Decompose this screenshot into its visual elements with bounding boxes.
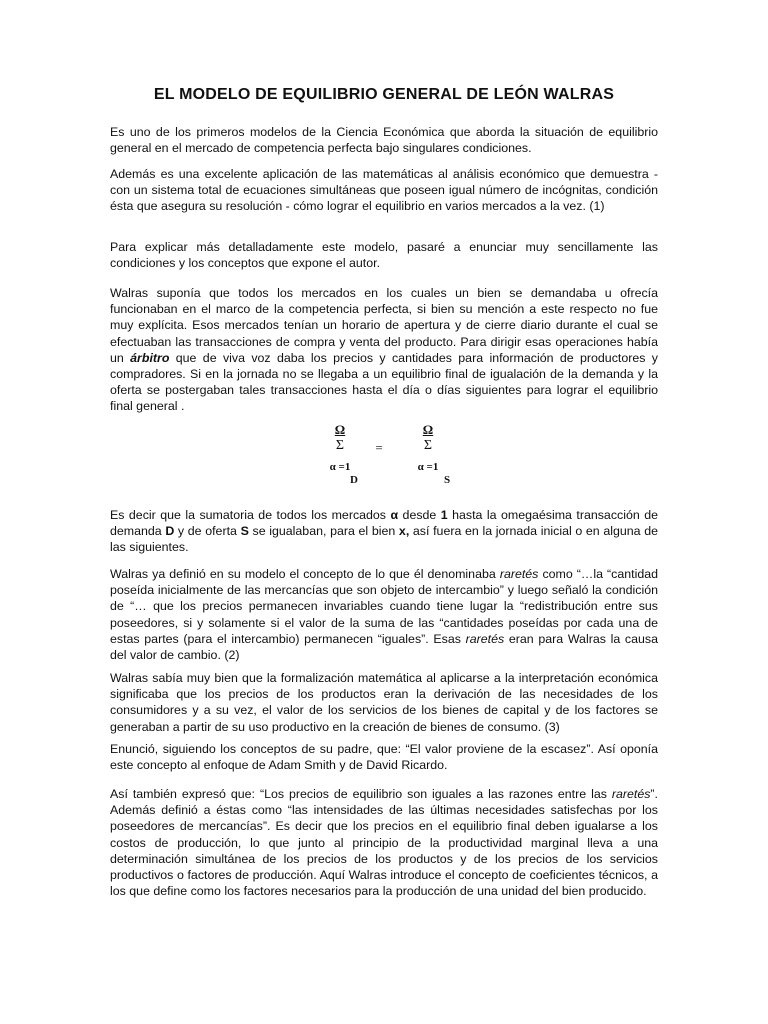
paragraph-6-text-c: como “…la “cantidad poseída inicialmente de las mercancías que son objeto de intercambio” y luego señaló la condición de “… que los precios permanecen invariables cuando tiene lugar la “redistribución entre sus poseedores, si y solamente si el valor de la suma de las “cantidades poseídas por cada una de estas partes (para el intercambio) permanecen “iguales”. Esas xyxy=(110,567,658,646)
demand-d-bold: D xyxy=(165,524,175,539)
sigma-right: Σ xyxy=(423,438,433,453)
paragraph-6-text-a: Walras ya definió en su modelo el concepto de lo que él denominaba xyxy=(110,567,500,581)
paragraph-5-text-k: así fuera en la jornada inicial o en alguna de las siguientes. xyxy=(110,524,659,555)
paragraph-5-text-c: desde xyxy=(398,508,441,522)
arbitro-term: árbitro xyxy=(130,350,170,365)
paragraph-4-text-a: Walras suponía que todos los mercados en los cuales un bien se demandaba u ofrecía funcionaban en el marco de la competencia perfecta, si bien su mención a este respecto no fue muy explícita. Esos mercados tenían un horario de apertura y de cierre diario durante el cual se efectuaban las transacciones de compra y venta del producto. Para dirigir esas operaciones había un xyxy=(110,286,658,365)
supply-s-bold: S xyxy=(240,524,249,539)
paragraph-5-text-i: se igualaban, para el bien xyxy=(248,524,399,539)
paragraph-5-text-a: Es decir que la sumatoria de todos los mercados xyxy=(110,508,391,522)
paragraph-5 xyxy=(110,507,658,556)
page-title: EL MODELO DE EQUILIBRIO GENERAL DE LEÓN WALRAS xyxy=(153,86,615,103)
one-bold: 1 xyxy=(440,508,448,522)
lower-limit-left: α =1 xyxy=(329,461,351,473)
paragraph-5-text-e: hasta la omegaésima transacción de demanda xyxy=(110,508,658,539)
raretes-term-3: raretés xyxy=(611,787,651,801)
paragraph-6-text-e: eran para Walras la causa del valor de cambio. (2) xyxy=(110,631,658,663)
paragraph-1: Es uno de los primeros modelos de la Ciencia Económica que aborda la situación de equilibrio general en el mercado de competencia perfecta bajo singulares condiciones. xyxy=(110,125,658,156)
raretes-term: raretés xyxy=(499,567,539,581)
raretes-term-2: raretés xyxy=(465,631,505,646)
sigma-left: Σ xyxy=(335,438,345,453)
equals-sign: = xyxy=(375,440,383,455)
paragraph-8: Enunció, siguiendo los conceptos de su padre, que: “El valor proviene de la escasez”. Así oponía este concepto al enfoque de Adam Smith y de David Ricardo. xyxy=(110,742,658,773)
paragraph-9 xyxy=(110,786,658,899)
omega-upper-limit-right: Ω xyxy=(422,422,434,437)
good-x-bold: x, xyxy=(398,524,410,539)
demand-subscript: D xyxy=(350,474,358,486)
lower-limit-right: α =1 xyxy=(417,461,439,473)
paragraph-4 xyxy=(110,285,658,415)
paragraph-9-text-a: Así también expresó que: “Los precios de equilibrio son iguales a las razones entre las xyxy=(110,787,612,801)
paragraph-2: Además es una excelente aplicación de las matemáticas al análisis económico que demuestra - con un sistema total de ecuaciones simultáneas que poseen igual número de incógnitas, condición ésta que asegura su resolución - cómo lograr el equilibrio en varios mercados a la vez. (1) xyxy=(110,167,658,214)
paragraph-3: Para explicar más detalladamente este modelo, pasaré a enunciar muy sencillamente las condiciones y los conceptos que expone el autor. xyxy=(110,240,658,271)
paragraph-4-text-c: que de viva voz daba los precios y cantidades para información de productores y compradores. Si en la jornada no se llegaba a un equilibrio final de igualación de la demanda y la oferta se postergaban tales transacciones hasta el día o días siguientes para lograr el equilibrio final general . xyxy=(110,350,658,414)
alpha-symbol: α xyxy=(390,508,399,522)
paragraph-6 xyxy=(110,566,658,663)
paragraph-5-text-g: y de oferta xyxy=(174,524,241,539)
omega-upper-limit-left: Ω xyxy=(334,422,346,437)
paragraph-7: Walras sabía muy bien que la formalización matemática al aplicarse a la interpretación económica significaba que los precios de los productos eran la derivación de las necesidades de los consumidores y a su vez, el valor de los servicios de los bienes de capital y de los factores se generaban a partir de su uso productivo en la creación de bienes de consumo. (3) xyxy=(110,671,658,734)
paragraph-9-text-c: ”. Además definió a éstas como “las intensidades de las últimas necesidades satisfechas por los poseedores de mercancías”. Es decir que los precios en el equilibrio final deben igualarse a los costos de producción, lo que junto al principio de la productividad marginal lleva a una determinación simultánea de los precios de los productos y de los precios de los servicios productivos o factores de producción. Aquí Walras introduce el concepto de coeficientes técnicos, a los que define como los factores necesarios para la producción de una unidad del bien producido. xyxy=(110,787,658,899)
supply-subscript: S xyxy=(443,474,451,486)
